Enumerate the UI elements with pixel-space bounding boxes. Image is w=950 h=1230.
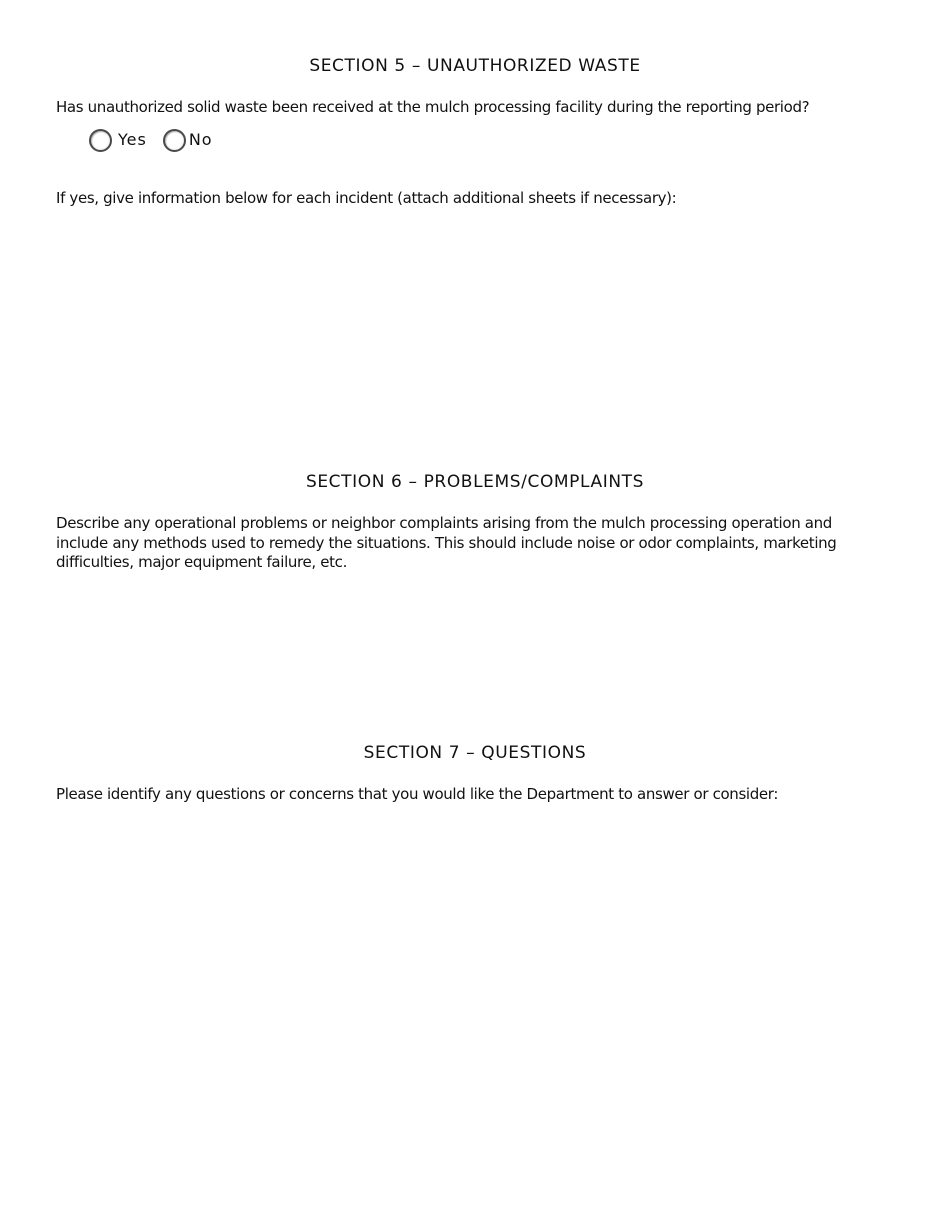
section-5-heading: SECTION 5 – UNAUTHORIZED WASTE	[309, 56, 641, 76]
section-6-instruction-line-2: include any methods used to remedy the situations. This should include noise or odor complaints, marketing	[56, 534, 837, 552]
section-5-question: Has unauthorized solid waste been received at the mulch processing facility during the reporting period?	[56, 98, 810, 116]
section-5-instruction: If yes, give information below for each incident (attach additional sheets if necessary):	[56, 189, 677, 207]
radio-option-yes[interactable]	[89, 129, 147, 152]
radio-label-no[interactable]: No	[188, 130, 213, 149]
radio-label-yes[interactable]: Yes	[118, 130, 147, 149]
section-7-questions-field[interactable]	[56, 815, 896, 1205]
section-7-instruction: Please identify any questions or concerns that you would like the Department to answer or consider:	[56, 785, 779, 803]
section-6-heading: SECTION 6 – PROBLEMS/COMPLAINTS	[305, 472, 645, 492]
section-6-problems-field[interactable]	[56, 580, 896, 730]
section-5-incident-field[interactable]	[56, 215, 896, 455]
unauthorized-waste-radio-group	[89, 126, 229, 154]
radio-button-yes[interactable]	[89, 129, 112, 152]
section-6-instruction-line-1: Describe any operational problems or neighbor complaints arising from the mulch processing operation and	[56, 514, 832, 532]
radio-option-no[interactable]	[163, 129, 213, 152]
radio-button-no[interactable]	[163, 129, 186, 152]
section-7-heading: SECTION 7 – QUESTIONS	[363, 743, 587, 763]
section-6-instruction-line-3: difficulties, major equipment failure, etc.	[56, 553, 347, 571]
